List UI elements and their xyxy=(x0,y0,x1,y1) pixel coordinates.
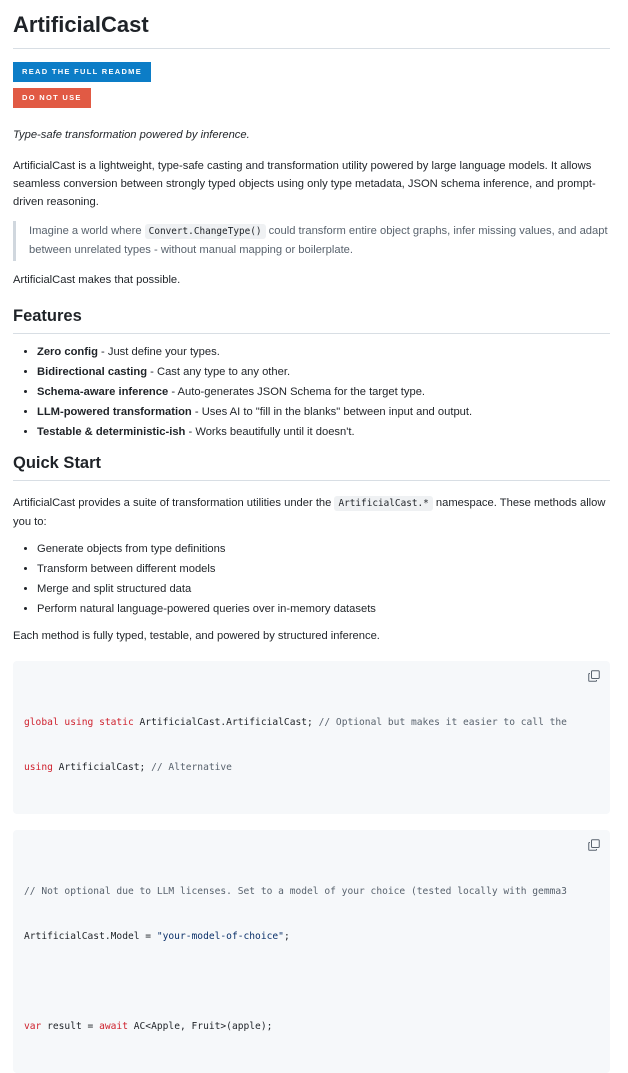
list-item: • Merge and split structured data xyxy=(37,579,610,599)
code-comment: // Optional but makes it easier to call the xyxy=(318,717,567,728)
list-item xyxy=(37,382,610,402)
intro-paragraph: ArtificialCast is a lightweight, type-safe casting and transformation utility powered by large language models. It allows seamless conversion between strongly typed objects using only type metadata, JSON schema inference, and prompt-driven reasoning. xyxy=(13,160,596,208)
feature-name: Schema-aware inference xyxy=(37,386,169,398)
code-text: ArtificialCast.ArtificialCast; xyxy=(133,717,319,728)
list-item xyxy=(37,362,610,382)
code-line xyxy=(24,1019,580,1034)
badge-group xyxy=(13,49,610,108)
tagline xyxy=(13,126,610,144)
feature-desc: - Cast any type to any other. xyxy=(147,366,291,378)
qs-intro-before: ArtificialCast provides a suite of transformation utilities under the xyxy=(13,497,335,509)
feature-desc: - Just define your types. xyxy=(97,346,220,358)
code-keyword: var xyxy=(24,1021,42,1032)
methods-note: Each method is fully typed, testable, and powered by structured inference. xyxy=(13,630,380,642)
quote-block xyxy=(13,221,610,261)
list-item xyxy=(37,402,610,422)
code-string: "your-model-of-choice" xyxy=(156,931,284,942)
feature-desc: - Auto-generates JSON Schema for the target type. xyxy=(168,386,426,398)
methods-list xyxy=(13,539,610,619)
feature-name: Zero config xyxy=(37,346,98,358)
code-comment: // Not optional due to LLM licenses. Set to a model of your choice (tested locally with gemma3 xyxy=(24,886,567,897)
code-keyword: await xyxy=(99,1021,128,1032)
code-text: result = xyxy=(41,1021,100,1032)
code-line-blank xyxy=(24,974,580,989)
readme-badge[interactable]: READ THE FULL README xyxy=(13,62,151,82)
quote-before: Imagine a world where xyxy=(29,225,145,237)
code-block-model xyxy=(13,830,610,1073)
feature-name: LLM-powered transformation xyxy=(37,406,192,418)
list-item: • Transform between different models xyxy=(37,559,610,579)
code-line xyxy=(24,929,580,944)
feature-name: Testable & deterministic-ish xyxy=(37,426,186,438)
code-text: ; xyxy=(283,931,290,942)
list-item: • Generate objects from type definitions xyxy=(37,539,610,559)
qs-intro-after: namespace. These methods allow you to: xyxy=(13,497,606,528)
code-line xyxy=(24,760,580,775)
namespace-code: ArtificialCast.* xyxy=(334,496,432,511)
possible-paragraph: ArtificialCast makes that possible. xyxy=(13,274,181,286)
code-text: AC<Apple, Fruit>(apple); xyxy=(127,1021,273,1032)
quote-code: Convert.ChangeType() xyxy=(145,224,266,239)
list-item xyxy=(37,342,610,362)
code-keyword: global using static xyxy=(24,717,134,728)
copy-icon[interactable] xyxy=(588,670,600,682)
tagline-text: Type-safe transformation powered by inference. xyxy=(13,129,250,141)
code-block-usings xyxy=(13,661,610,814)
list-item xyxy=(37,422,610,442)
features-heading: Features xyxy=(13,305,610,334)
feature-desc: - Uses AI to "fill in the blanks" between input and output. xyxy=(191,406,473,418)
page-title: ArtificialCast xyxy=(13,0,610,49)
copy-icon[interactable] xyxy=(588,839,600,851)
quote-after: could transform entire object graphs, infer missing values, and adapt between unrelated types - without manual mapping or boilerplate. xyxy=(29,225,608,256)
feature-desc: - Works beautifully until it doesn't. xyxy=(185,426,355,438)
code-text: ArtificialCast; xyxy=(52,762,152,773)
code-line xyxy=(24,715,580,730)
code-line xyxy=(24,884,580,899)
quickstart-intro xyxy=(13,494,610,531)
feature-name: Bidirectional casting xyxy=(37,366,148,378)
quickstart-heading: Quick Start xyxy=(13,452,610,481)
code-keyword: using xyxy=(24,762,53,773)
list-item: • Perform natural language-powered queries over in-memory datasets xyxy=(37,599,610,619)
warning-badge: DO NOT USE xyxy=(13,88,91,108)
features-list xyxy=(13,342,610,442)
code-text: ArtificialCast.Model = xyxy=(24,931,157,942)
code-comment: // Alternative xyxy=(151,762,232,773)
